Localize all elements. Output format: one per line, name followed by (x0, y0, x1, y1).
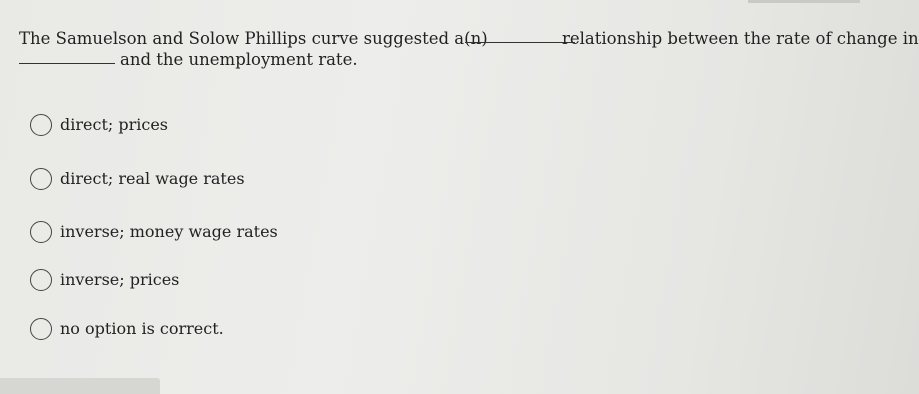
option-direct-real-wage-rates[interactable] (30, 167, 245, 191)
question-line-2 (19, 49, 879, 70)
option-direct-prices[interactable] (30, 113, 168, 137)
question-text-part-3: and the unemployment rate. (120, 50, 358, 69)
top-divider (748, 0, 860, 3)
option-inverse-money-wage-rates[interactable] (30, 220, 278, 244)
radio-button[interactable] (30, 318, 52, 340)
option-label: no option is correct. (60, 319, 224, 338)
option-label: inverse; prices (60, 270, 180, 289)
answer-blank-1 (465, 28, 575, 43)
option-none-correct[interactable] (30, 317, 224, 341)
question-text (19, 28, 919, 70)
option-inverse-prices[interactable] (30, 268, 179, 292)
radio-button[interactable] (30, 168, 52, 190)
question-text-part-1: The Samuelson and Solow Phillips curve suggested a(n) (19, 29, 488, 48)
radio-button[interactable] (30, 269, 52, 291)
option-label: direct; prices (60, 115, 168, 134)
bottom-edge-bar (0, 378, 160, 394)
question-text-part-2: relationship between the rate of change in (562, 29, 919, 48)
option-label: direct; real wage rates (60, 169, 245, 188)
answer-blank-2 (19, 49, 115, 64)
radio-button[interactable] (30, 114, 52, 136)
radio-button[interactable] (30, 221, 52, 243)
question-line-1 (19, 28, 919, 49)
option-label: inverse; money wage rates (60, 222, 278, 241)
